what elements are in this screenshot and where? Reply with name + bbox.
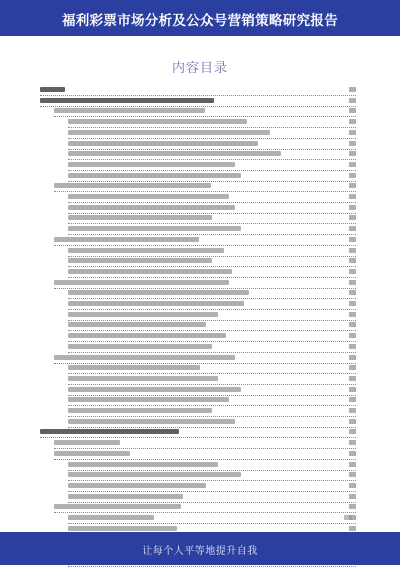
- toc-entry: [68, 364, 356, 374]
- toc-entry-title: [54, 108, 205, 113]
- toc-entry: [68, 321, 356, 331]
- toc-entry-title: [54, 183, 211, 188]
- toc-entry: [68, 204, 356, 214]
- toc-entry-title: [54, 237, 199, 242]
- toc-entry: [68, 332, 356, 342]
- toc-entry-page: [349, 141, 356, 146]
- toc-entry-title: [68, 515, 154, 520]
- toc-entry: [68, 418, 356, 428]
- toc-entry: [54, 450, 356, 460]
- toc-entry-title: [68, 290, 249, 295]
- toc-entry-title: [68, 141, 258, 146]
- toc-entry-page: [349, 215, 356, 220]
- table-of-contents: [40, 86, 356, 518]
- toc-entry: [68, 471, 356, 481]
- toc-entry-page: [349, 269, 356, 274]
- toc-entry-page: [349, 226, 356, 231]
- toc-entry: [54, 236, 356, 246]
- toc-entry-page: [349, 237, 356, 242]
- toc-entry-title: [68, 301, 244, 306]
- toc-entry: [68, 407, 356, 417]
- toc-entry-page: [349, 173, 356, 178]
- toc-entry-page: [349, 87, 356, 92]
- toc-entry-title: [68, 397, 229, 402]
- toc-entry-page: [349, 312, 356, 317]
- toc-entry-page: [349, 387, 356, 392]
- page-number: [344, 515, 352, 520]
- toc-entry-title: [68, 269, 232, 274]
- toc-entry-page: [349, 322, 356, 327]
- toc-entry-title: [40, 87, 65, 92]
- toc-entry-title: [68, 387, 241, 392]
- toc-entry-page: [349, 280, 356, 285]
- toc-entry: [68, 493, 356, 503]
- toc-entry-page: [349, 355, 356, 360]
- toc-entry-page: [349, 119, 356, 124]
- toc-entry: [68, 129, 356, 139]
- toc-entry: [54, 182, 356, 192]
- toc-entry-page: [349, 344, 356, 349]
- toc-entry-page: [349, 408, 356, 413]
- toc-entry-page: [349, 451, 356, 456]
- toc-entry-title: [54, 280, 229, 285]
- toc-entry-page: [349, 301, 356, 306]
- toc-entry: [54, 107, 356, 117]
- toc-entry-title: [68, 494, 183, 499]
- toc-entry-title: [68, 344, 212, 349]
- toc-entry-title: [68, 258, 212, 263]
- report-header: [0, 0, 400, 36]
- toc-entry-page: [349, 98, 356, 103]
- toc-entry-page: [349, 333, 356, 338]
- toc-entry: [54, 503, 356, 513]
- toc-entry: [68, 140, 356, 150]
- toc-entry-title: [68, 119, 247, 124]
- toc-entry: [68, 300, 356, 310]
- toc-entry: [40, 86, 356, 96]
- toc-entry: [68, 193, 356, 203]
- toc-entry: [68, 289, 356, 299]
- toc-entry: [40, 97, 356, 107]
- toc-entry: [68, 311, 356, 321]
- toc-entry-page: [349, 494, 356, 499]
- toc-entry: [68, 343, 356, 353]
- toc-entry-page: [349, 151, 356, 156]
- toc-entry: [68, 150, 356, 160]
- toc-entry-page: [349, 462, 356, 467]
- toc-entry-page: [349, 183, 356, 188]
- toc-entry-title: [68, 130, 270, 135]
- toc-entry-page: [349, 365, 356, 370]
- toc-entry-title: [68, 462, 218, 467]
- toc-entry: [68, 396, 356, 406]
- report-footer: [0, 532, 400, 565]
- toc-entry-page: [349, 419, 356, 424]
- toc-entry: [54, 354, 356, 364]
- toc-entry-page: [349, 290, 356, 295]
- toc-entry-title: [68, 173, 241, 178]
- toc-entry: [68, 225, 356, 235]
- toc-entry-title: [68, 333, 226, 338]
- toc-entry-title: [68, 408, 212, 413]
- toc-entry-page: [349, 472, 356, 477]
- toc-entry-title: [54, 355, 235, 360]
- toc-entry-title: [40, 98, 214, 103]
- toc-entry-page: [349, 483, 356, 488]
- toc-entry-title: [68, 483, 206, 488]
- toc-entry-title: [54, 440, 120, 445]
- toc-entry: [68, 461, 356, 471]
- toc-entry-page: [349, 258, 356, 263]
- toc-entry-page: [349, 205, 356, 210]
- toc-entry-title: [68, 365, 200, 370]
- toc-entry: [68, 375, 356, 385]
- toc-entry-title: [68, 205, 235, 210]
- toc-entry-title: [68, 151, 281, 156]
- toc-entry: [40, 428, 356, 438]
- toc-entry: [68, 268, 356, 278]
- toc-entry-page: [349, 248, 356, 253]
- toc-entry-title: [68, 215, 212, 220]
- footer-text: 让每个人平等地提升自我: [142, 546, 258, 557]
- toc-entry-title: [68, 419, 235, 424]
- toc-entry-title: [68, 376, 218, 381]
- toc-entry: [54, 279, 356, 289]
- toc-entry-page: [349, 376, 356, 381]
- toc-entry-title: [68, 312, 218, 317]
- toc-entry-page: [349, 108, 356, 113]
- toc-entry-page: [349, 162, 356, 167]
- toc-entry: [68, 214, 356, 224]
- toc-entry-page: [349, 397, 356, 402]
- toc-entry-title: [68, 226, 241, 231]
- toc-entry-title: [54, 451, 130, 456]
- toc-entry: [68, 172, 356, 182]
- toc-entry-title: [68, 194, 229, 199]
- toc-entry-page: [349, 194, 356, 199]
- toc-entry-title: [68, 248, 224, 253]
- toc-entry-title: [54, 504, 181, 509]
- toc-entry: [54, 439, 356, 449]
- toc-entry-page: [349, 429, 356, 434]
- toc-entry: [68, 514, 356, 524]
- toc-entry-page: [349, 504, 356, 509]
- toc-entry: [68, 118, 356, 128]
- toc-entry-title: [68, 162, 235, 167]
- toc-entry: [68, 161, 356, 171]
- toc-entry-page: [349, 440, 356, 445]
- toc-entry-title: [68, 472, 241, 477]
- toc-entry-page: [349, 130, 356, 135]
- report-title: 福利彩票市场分析及公众号营销策略研究报告: [62, 13, 338, 29]
- toc-entry: [68, 386, 356, 396]
- toc-entry: [68, 247, 356, 257]
- toc-entry: [68, 257, 356, 267]
- toc-entry-title: [68, 322, 206, 327]
- toc-entry-title: [68, 526, 177, 531]
- toc-heading: 内容目录: [171, 61, 228, 76]
- toc-entry-page: [349, 526, 356, 531]
- toc-entry-title: [40, 429, 179, 434]
- toc-entry: [68, 482, 356, 492]
